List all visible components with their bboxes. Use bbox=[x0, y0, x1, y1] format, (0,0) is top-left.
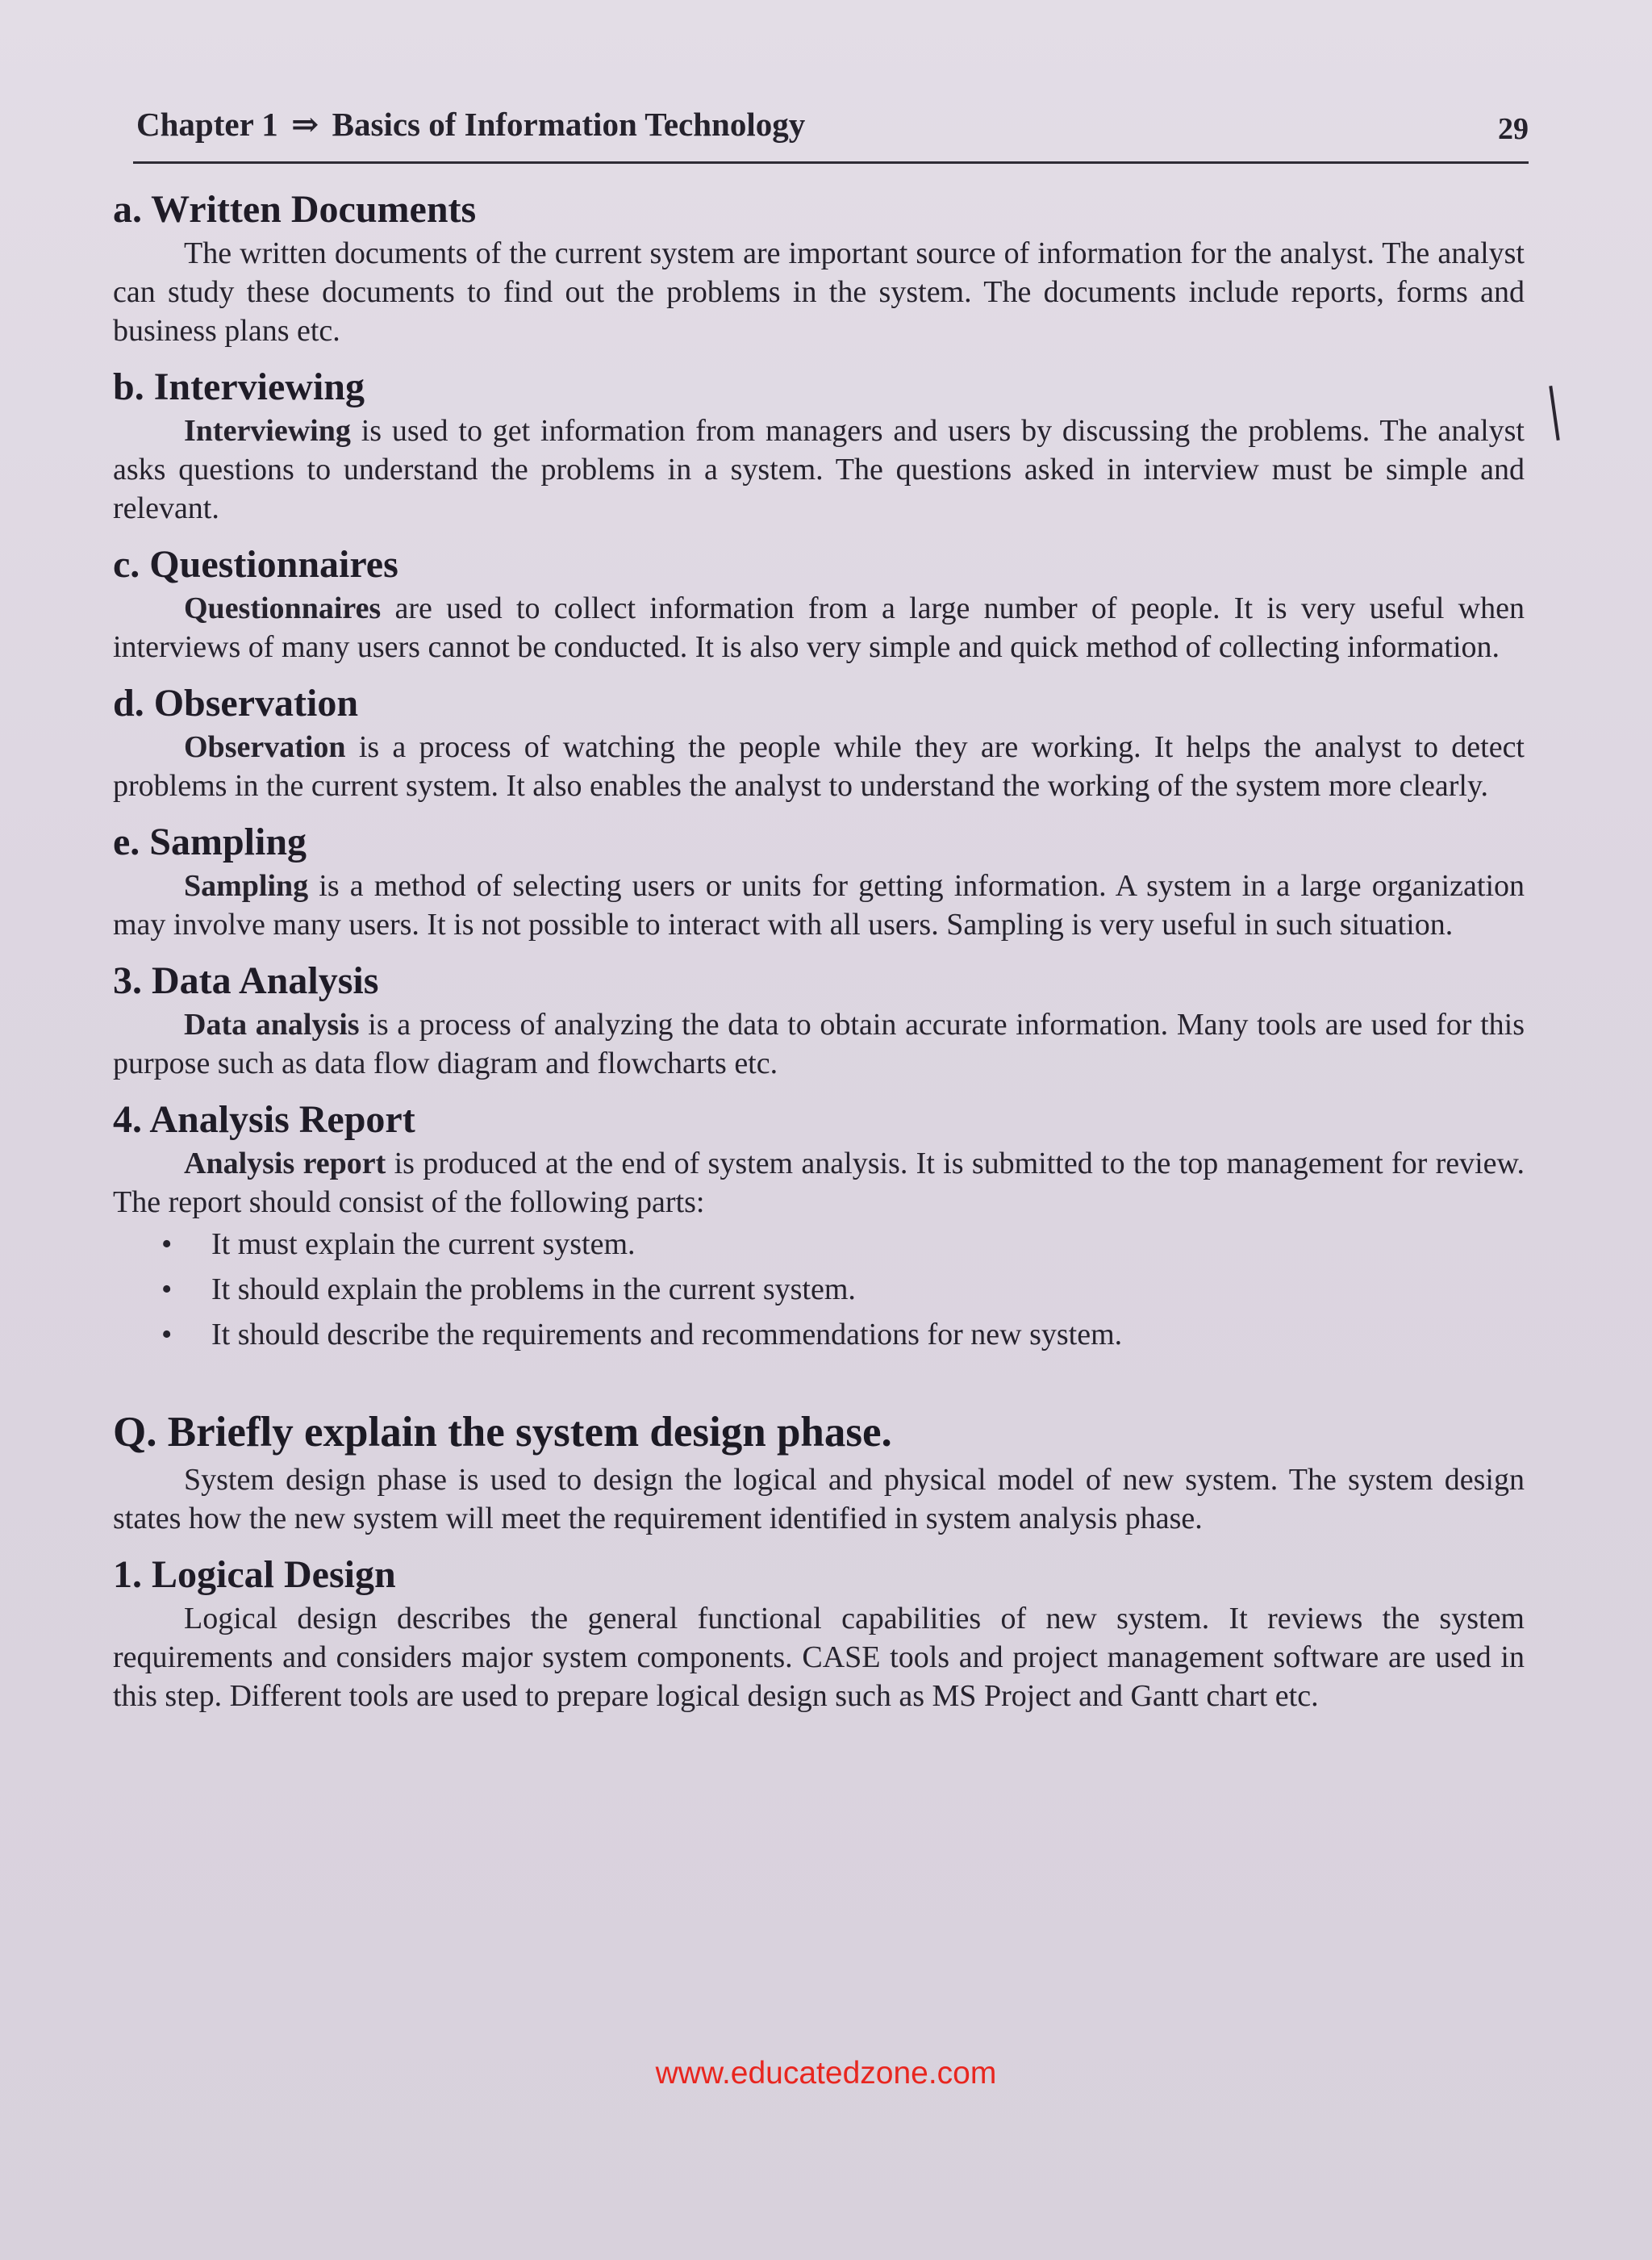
heading-logical-design: 1. Logical Design bbox=[113, 1553, 396, 1596]
paragraph-analysis-report bbox=[113, 1144, 1525, 1222]
arrow-icon: ⇒ bbox=[291, 106, 319, 143]
text-interviewing: is used to get information from managers and users by discussing the problems. The analyst asks questions to understand the problems in a system. The questions asked in interview must be simple and relevant. bbox=[113, 414, 1525, 525]
list-item bbox=[161, 1267, 1525, 1312]
heading-analysis-report: 4. Analysis Report bbox=[113, 1098, 415, 1141]
paragraph-observation bbox=[113, 728, 1525, 805]
term-questionnaires: Questionnaires bbox=[184, 591, 382, 625]
paragraph-system-design: System design phase is used to design the logical and physical model of new system. The system design states how the new system will meet the requirement identified in system analysis phase. bbox=[113, 1463, 1525, 1535]
list-item bbox=[161, 1312, 1525, 1357]
term-data-analysis: Data analysis bbox=[184, 1008, 360, 1042]
list-item-text: It should describe the requirements and recommendations for new system. bbox=[211, 1318, 1123, 1351]
paragraph-data-analysis bbox=[113, 1005, 1525, 1083]
paragraph-logical-design: Logical design describes the general functional capabilities of new system. It reviews the system requirements and considers major system components. CASE tools and project management software are used in this step. Different tools are used to prepare logical design such as MS Project and Gantt chart etc. bbox=[113, 1602, 1525, 1713]
report-parts-list bbox=[113, 1222, 1525, 1357]
chapter-title bbox=[136, 105, 805, 144]
question-heading: Q. Briefly explain the system design phase. bbox=[113, 1409, 892, 1456]
heading-sampling: e. Sampling bbox=[113, 821, 307, 863]
page-number: 29 bbox=[1498, 112, 1529, 146]
term-analysis-report: Analysis report bbox=[184, 1147, 386, 1180]
text-analysis-report: is produced at the end of system analysis. It is submitted to the top management for review. The report should consist of the following parts: bbox=[113, 1147, 1525, 1219]
heading-written-documents: a. Written Documents bbox=[113, 188, 477, 231]
list-item-text: It must explain the current system. bbox=[211, 1227, 636, 1261]
paragraph-questionnaires bbox=[113, 589, 1525, 666]
term-observation: Observation bbox=[184, 730, 346, 764]
heading-observation: d. Observation bbox=[113, 682, 359, 725]
heading-data-analysis: 3. Data Analysis bbox=[113, 959, 379, 1002]
chapter-name: Basics of Information Technology bbox=[332, 106, 806, 143]
term-sampling: Sampling bbox=[184, 869, 309, 903]
text-data-analysis: is a process of analyzing the data to obtain accurate information. Many tools are used for this purpose such as data flow diagram and flowcharts etc. bbox=[113, 1008, 1525, 1080]
margin-pen-mark bbox=[1549, 386, 1559, 441]
bullet-icon: • bbox=[161, 1318, 173, 1351]
paragraph-sampling bbox=[113, 867, 1525, 944]
paragraph-written-documents: The written documents of the current system are important source of information for the analyst. The analyst can study these documents to find out the problems in the system. The documents include reports, forms and business plans etc. bbox=[113, 236, 1525, 348]
term-interviewing: Interviewing bbox=[184, 414, 351, 448]
bullet-icon: • bbox=[161, 1272, 173, 1306]
list-item-text: It should explain the problems in the current system. bbox=[211, 1272, 856, 1306]
paragraph-interviewing bbox=[113, 411, 1525, 528]
bullet-icon: • bbox=[161, 1227, 173, 1261]
text-observation: is a process of watching the people while they are working. It helps the analyst to detect problems in the current system. It also enables the analyst to understand the working of the system more clearly. bbox=[113, 730, 1525, 803]
watermark-url: www.educatedzone.com bbox=[655, 2056, 997, 2091]
running-header bbox=[133, 97, 1529, 164]
page-content bbox=[113, 186, 1525, 1715]
heading-questionnaires: c. Questionnaires bbox=[113, 543, 398, 586]
text-sampling: is a method of selecting users or units for getting information. A system in a large organization may involve many users. It is not possible to interact with all users. Sampling is very useful in such situation. bbox=[113, 869, 1525, 942]
chapter-label: Chapter 1 bbox=[136, 106, 278, 143]
heading-interviewing: b. Interviewing bbox=[113, 366, 365, 408]
list-item bbox=[161, 1222, 1525, 1267]
text-questionnaires: are used to collect information from a large number of people. It is very useful when interviews of many users cannot be conducted. It is also very simple and quick method of collecting information. bbox=[113, 591, 1525, 664]
